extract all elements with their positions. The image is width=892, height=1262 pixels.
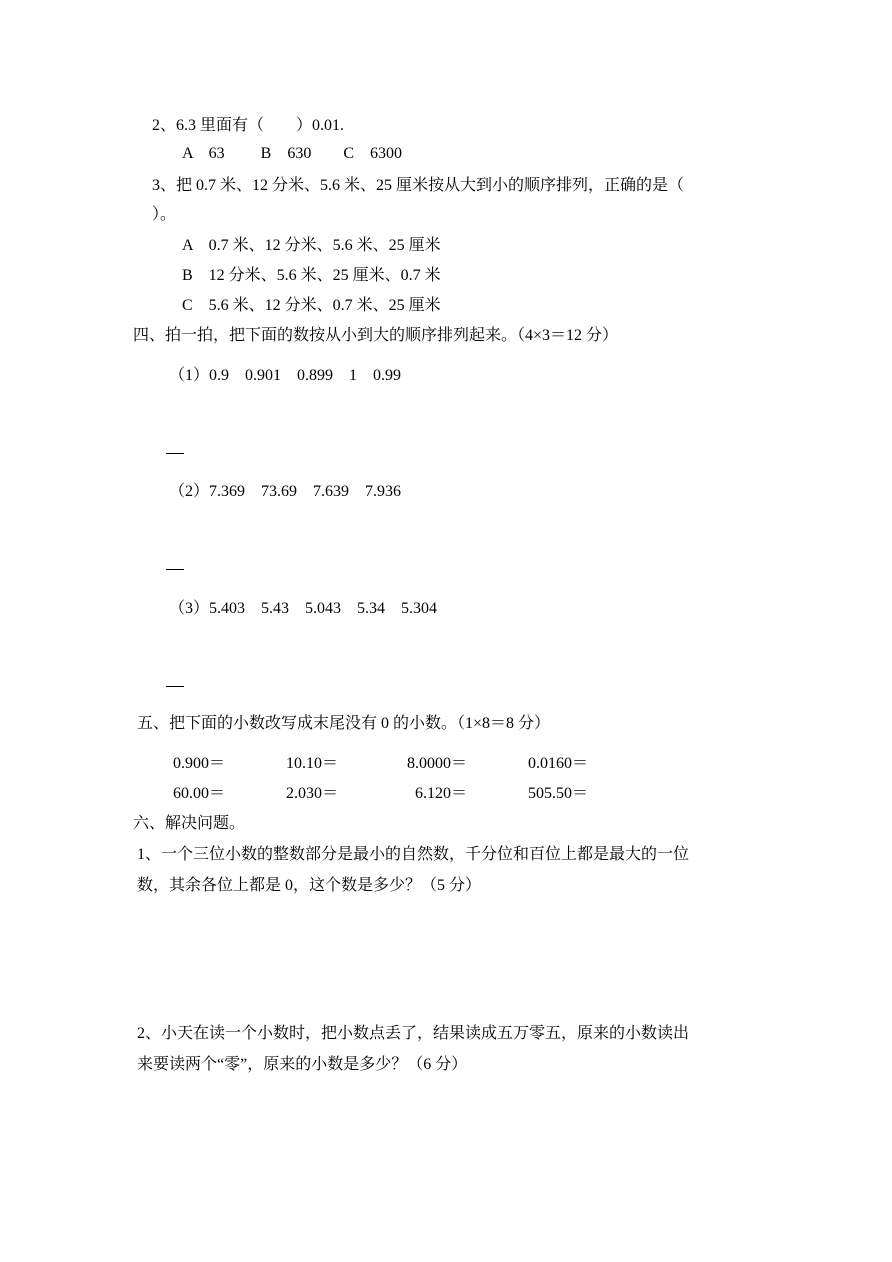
section4-heading: 四、拍一拍，把下面的数按从小到大的顺序排列起来。（4×3＝12 分）: [133, 327, 619, 344]
section4-item-3: （3）5.403 5.43 5.043 5.34 5.304: [169, 600, 438, 617]
s5-r1-c4: 0.0160＝: [528, 755, 589, 772]
section4-item-1: （1）0.9 0.901 0.899 1 0.99: [169, 367, 402, 384]
s5-r2-c4: 505.50＝: [528, 785, 589, 802]
answer-blank-line: [166, 453, 184, 454]
q2-stem: 2、6.3 里面有（ ）0.01.: [152, 117, 345, 134]
s5-r1-c3: 8.0000＝: [407, 755, 468, 772]
s5-r1-c2: 10.10＝: [286, 755, 339, 772]
p2-line2: 来要读两个“零”，原来的小数是多少？（6 分）: [137, 1056, 468, 1073]
q3-option-c: C 5.6 米、12 分米、0.7 米、25 厘米: [182, 297, 441, 314]
s5-r2-c3: 6.120＝: [415, 785, 468, 802]
p1-line2: 数，其余各位上都是 0，这个数是多少？（5 分）: [137, 877, 482, 894]
p2-line1: 2、小天在读一个小数时，把小数点丢了，结果读成五万零五，原来的小数读出: [137, 1025, 690, 1042]
section5-heading: 五、把下面的小数改写成末尾没有 0 的小数。（1×8＝8 分）: [137, 715, 551, 732]
section6-heading: 六、解决问题。: [133, 815, 246, 832]
q3-stem-line2: ）。: [152, 206, 177, 223]
q3-option-b: B 12 分米、5.6 米、25 厘米、0.7 米: [182, 267, 441, 284]
answer-blank-line: [166, 569, 184, 570]
s5-r2-c1: 60.00＝: [173, 785, 226, 802]
q3-stem-line1: 3、把 0.7 米、12 分米、5.6 米、25 厘米按从大到小的顺序排列，正确的是（: [152, 177, 685, 194]
answer-blank-line: [166, 686, 184, 687]
p1-line1: 1、一个三位小数的整数部分是最小的自然数，千分位和百位上都是最大的一位: [137, 846, 690, 863]
q2-options: A 63 B 630 C 6300: [182, 145, 403, 162]
s5-r1-c1: 0.900＝: [173, 755, 226, 772]
section4-item-2: （2）7.369 73.69 7.639 7.936: [169, 483, 402, 500]
s5-r2-c2: 2.030＝: [286, 785, 339, 802]
q3-option-a: A 0.7 米、12 分米、5.6 米、25 厘米: [182, 237, 441, 254]
